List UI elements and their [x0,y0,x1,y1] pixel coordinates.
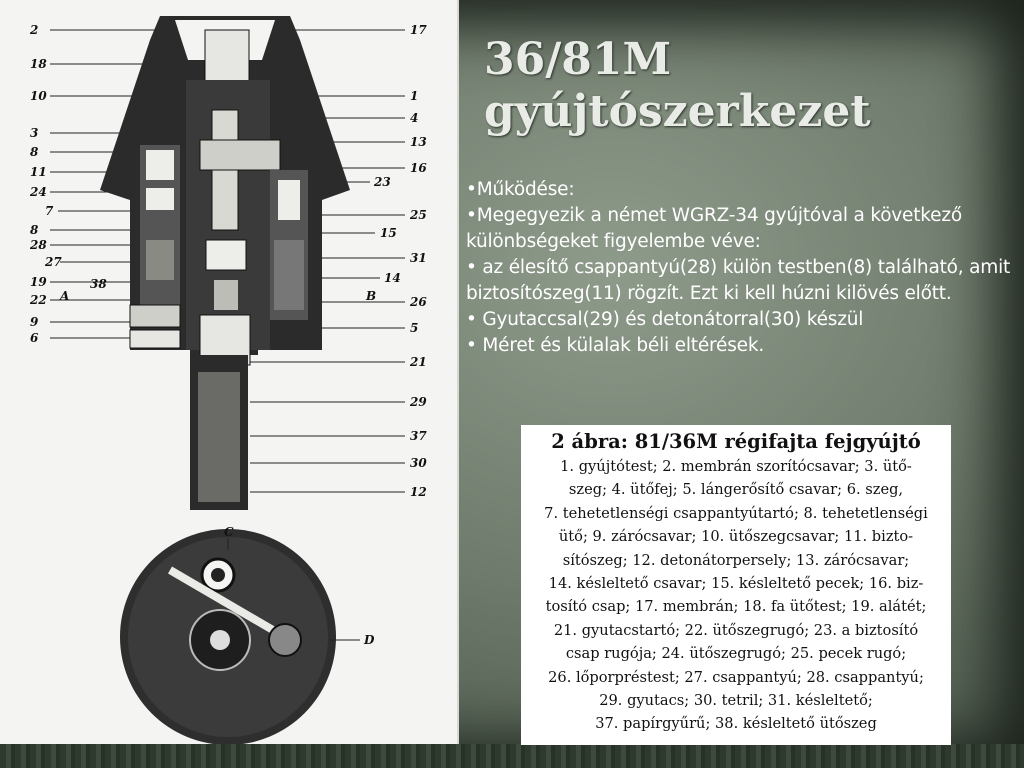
caption-line: tosító csap; 17. membrán; 18. fa ütőtest; 19. alátét; [545,598,927,616]
bullet-item: • Méret és külalak béli eltérések. [466,335,765,356]
part-label-3: 3 [30,126,39,140]
caption-line: 1. gyújtótest; 2. membrán szorítócsavar; 3. ütő- [560,458,912,475]
part-label-24: 24 [30,185,47,199]
section-mark-38: 38 [90,277,107,291]
part-label-10: 10 [30,89,47,103]
section-mark-d: D [364,633,375,647]
fuze-cross-section-drawing [0,0,457,744]
part-label-9: 9 [30,315,39,329]
part-label-21: 21 [410,355,427,369]
part-label-19: 19 [30,275,47,289]
part-label-30: 30 [410,456,427,470]
caption-line: 14. késleltető csavar; 15. késleltető pecek; 16. biz- [548,575,924,593]
part-label-31: 31 [410,251,427,265]
caption-line: 21. gyutacstartó; 22. ütőszegrugó; 23. a biztosító [553,621,919,639]
part-label-23: 23 [374,175,391,189]
part-label-16: 16 [410,161,427,175]
part-label-2: 2 [30,23,39,37]
part-label-27: 27 [45,255,62,269]
part-label-4: 4 [410,111,419,125]
part-label-26: 26 [410,295,427,309]
caption-line: sítószeg; 12. detonátorpersely; 13. zárócsavar; [562,551,910,569]
section-mark-b: B [366,289,377,303]
caption-line: 26. lőporpréstest; 27. csappantyú; 28. csappantyú; [548,668,924,686]
bullet-list [466,177,1011,359]
caption-line: 29. gyutacs; 30. tetril; 31. késleltető; [599,692,873,710]
part-label-8b: 8 [30,223,39,237]
bullet-item: •Megegyezik a német WGRZ-34 gyújtóval a következő különbségeket figyelembe véve: [466,205,962,252]
slide-title [484,34,1004,138]
fuze-drawing-panel [0,0,459,744]
slide-title-line-1: 36/81M [484,34,672,85]
part-label-37: 37 [410,429,427,443]
bullet-item: • az élesítő csappantyú(28) külön testben(8) található, amit biztosítószeg(11) rögzít. Ezt ki kell húzni kilövés előtt. [466,257,1011,304]
caption-line: csap rugója; 24. ütőszegrugó; 25. pecek rugó; [565,645,907,663]
part-label-15: 15 [380,226,397,240]
part-label-12: 12 [410,485,427,499]
part-label-29: 29 [410,395,427,409]
part-label-6: 6 [30,331,39,345]
figure-caption-box [521,425,951,745]
part-label-13: 13 [410,135,427,149]
caption-line: ütő; 9. zárócsavar; 10. ütőszegcsavar; 11. bizto- [558,528,914,546]
part-label-5: 5 [410,321,419,335]
part-label-7: 7 [45,204,54,218]
part-label-17: 17 [410,23,427,37]
section-mark-a: A [60,289,70,303]
section-mark-c: C [224,525,234,539]
part-label-11: 11 [30,165,47,179]
caption-title: 2 ábra: 81/36M régifajta fejgyújtó [551,430,921,453]
caption-line: 7. tehetetlenségi csappantyútartó; 8. tehetetlenségi [544,504,928,522]
part-label-14: 14 [384,271,401,285]
caption-line: szeg; 4. ütőfej; 5. lángerősítő csavar; 6. szeg, [568,481,904,499]
part-label-8a: 8 [30,145,39,159]
part-label-25: 25 [410,208,427,222]
part-label-18: 18 [30,57,47,71]
caption-line: 37. papírgyűrű; 38. késleltető ütőszeg [595,715,877,733]
part-label-28: 28 [30,238,47,252]
slide-title-line-2: gyújtószerkezet [484,86,871,137]
part-label-1: 1 [410,89,419,103]
bullet-item: •Működése: [466,179,575,200]
part-label-22: 22 [30,293,47,307]
bottom-texture-strip [0,744,1024,768]
bullet-item: • Gyutaccsal(29) és detonátorral(30) készül [466,309,864,330]
